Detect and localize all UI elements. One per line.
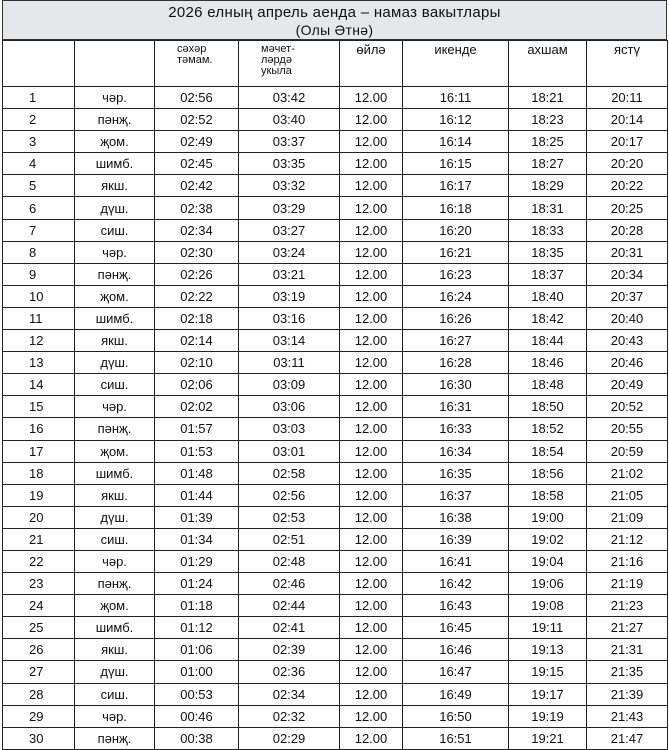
cell-asr: 16:21 (403, 241, 509, 263)
cell-isha: 20:14 (587, 109, 668, 131)
cell-weekday: чәр. (75, 241, 155, 263)
cell-mosque-fajr: 03:24 (239, 241, 340, 263)
cell-dhuhr: 12.00 (340, 661, 403, 683)
table-row (3, 352, 668, 374)
cell-isha: 21:09 (587, 506, 668, 528)
prayer-times-table (2, 40, 668, 750)
cell-suhoor-end: 02:49 (155, 131, 239, 153)
cell-dhuhr: 12.00 (340, 330, 403, 352)
cell-dhuhr: 12.00 (340, 241, 403, 263)
table-row (3, 484, 668, 506)
table-row (3, 197, 668, 219)
header-day-number (3, 41, 75, 87)
cell-suhoor-end: 02:22 (155, 285, 239, 307)
cell-isha: 21:02 (587, 462, 668, 484)
cell-suhoor-end: 02:52 (155, 109, 239, 131)
cell-isha: 20:20 (587, 153, 668, 175)
header-asr: икенде (403, 41, 509, 87)
table-row (3, 396, 668, 418)
table-row (3, 573, 668, 595)
cell-day-number: 15 (3, 396, 75, 418)
title-banner (2, 0, 667, 40)
cell-isha: 20:17 (587, 131, 668, 153)
cell-mosque-fajr: 03:03 (239, 418, 340, 440)
cell-dhuhr: 12.00 (340, 87, 403, 109)
cell-asr: 16:11 (403, 87, 509, 109)
cell-suhoor-end: 02:45 (155, 153, 239, 175)
cell-maghrib: 18:25 (509, 131, 587, 153)
cell-maghrib: 18:48 (509, 374, 587, 396)
cell-weekday: чәр. (75, 87, 155, 109)
cell-maghrib: 19:19 (509, 705, 587, 727)
cell-weekday: сиш. (75, 683, 155, 705)
cell-isha: 20:43 (587, 330, 668, 352)
cell-dhuhr: 12.00 (340, 705, 403, 727)
cell-isha: 20:55 (587, 418, 668, 440)
table-row (3, 87, 668, 109)
cell-dhuhr: 12.00 (340, 462, 403, 484)
cell-mosque-fajr: 02:34 (239, 683, 340, 705)
cell-mosque-fajr: 02:58 (239, 462, 340, 484)
cell-asr: 16:39 (403, 528, 509, 550)
cell-weekday: җом. (75, 131, 155, 153)
cell-day-number: 20 (3, 506, 75, 528)
table-row (3, 661, 668, 683)
cell-isha: 21:16 (587, 550, 668, 572)
cell-mosque-fajr: 03:40 (239, 109, 340, 131)
cell-dhuhr: 12.00 (340, 484, 403, 506)
cell-weekday: пәнҗ. (75, 573, 155, 595)
table-row (3, 727, 668, 749)
cell-dhuhr: 12.00 (340, 506, 403, 528)
cell-weekday: пәнҗ. (75, 418, 155, 440)
cell-suhoor-end: 01:48 (155, 462, 239, 484)
cell-isha: 21:05 (587, 484, 668, 506)
cell-isha: 21:47 (587, 727, 668, 749)
cell-dhuhr: 12.00 (340, 639, 403, 661)
cell-mosque-fajr: 02:29 (239, 727, 340, 749)
cell-isha: 21:35 (587, 661, 668, 683)
cell-weekday: дүш. (75, 506, 155, 528)
cell-suhoor-end: 02:06 (155, 374, 239, 396)
table-row (3, 440, 668, 462)
cell-mosque-fajr: 03:32 (239, 175, 340, 197)
cell-suhoor-end: 02:42 (155, 175, 239, 197)
cell-maghrib: 19:15 (509, 661, 587, 683)
cell-suhoor-end: 01:44 (155, 484, 239, 506)
header-suhoor-end: сәхәр тәмам. (155, 41, 239, 87)
cell-asr: 16:33 (403, 418, 509, 440)
cell-day-number: 19 (3, 484, 75, 506)
cell-asr: 16:17 (403, 175, 509, 197)
cell-weekday: шимб. (75, 617, 155, 639)
table-row (3, 307, 668, 329)
cell-suhoor-end: 01:39 (155, 506, 239, 528)
cell-mosque-fajr: 03:21 (239, 263, 340, 285)
cell-suhoor-end: 01:29 (155, 550, 239, 572)
cell-weekday: пәнҗ. (75, 109, 155, 131)
table-row (3, 528, 668, 550)
cell-mosque-fajr: 03:01 (239, 440, 340, 462)
table-row (3, 285, 668, 307)
cell-isha: 21:31 (587, 639, 668, 661)
cell-weekday: җом. (75, 440, 155, 462)
cell-weekday: җом. (75, 285, 155, 307)
cell-asr: 16:51 (403, 727, 509, 749)
cell-weekday: якш. (75, 175, 155, 197)
cell-mosque-fajr: 02:39 (239, 639, 340, 661)
table-row (3, 153, 668, 175)
cell-maghrib: 19:11 (509, 617, 587, 639)
table-row (3, 109, 668, 131)
table-body (3, 87, 668, 750)
cell-suhoor-end: 01:00 (155, 661, 239, 683)
cell-day-number: 11 (3, 307, 75, 329)
prayer-times-sheet (2, 0, 667, 750)
table-row (3, 131, 668, 153)
cell-dhuhr: 12.00 (340, 285, 403, 307)
table-row (3, 506, 668, 528)
cell-day-number: 12 (3, 330, 75, 352)
cell-dhuhr: 12.00 (340, 573, 403, 595)
cell-suhoor-end: 02:26 (155, 263, 239, 285)
table-row (3, 705, 668, 727)
table-row (3, 175, 668, 197)
cell-mosque-fajr: 03:42 (239, 87, 340, 109)
cell-dhuhr: 12.00 (340, 396, 403, 418)
cell-suhoor-end: 01:12 (155, 617, 239, 639)
cell-maghrib: 19:06 (509, 573, 587, 595)
cell-suhoor-end: 01:06 (155, 639, 239, 661)
cell-mosque-fajr: 03:06 (239, 396, 340, 418)
cell-day-number: 2 (3, 109, 75, 131)
cell-isha: 20:22 (587, 175, 668, 197)
cell-day-number: 3 (3, 131, 75, 153)
cell-suhoor-end: 01:18 (155, 595, 239, 617)
cell-suhoor-end: 02:34 (155, 219, 239, 241)
cell-maghrib: 18:40 (509, 285, 587, 307)
cell-dhuhr: 12.00 (340, 374, 403, 396)
cell-day-number: 13 (3, 352, 75, 374)
cell-day-number: 27 (3, 661, 75, 683)
table-row (3, 219, 668, 241)
cell-dhuhr: 12.00 (340, 595, 403, 617)
cell-asr: 16:27 (403, 330, 509, 352)
cell-maghrib: 18:42 (509, 307, 587, 329)
cell-mosque-fajr: 03:19 (239, 285, 340, 307)
header-maghrib: ахшам (509, 41, 587, 87)
cell-asr: 16:18 (403, 197, 509, 219)
cell-dhuhr: 12.00 (340, 263, 403, 285)
cell-day-number: 18 (3, 462, 75, 484)
cell-mosque-fajr: 03:11 (239, 352, 340, 374)
cell-asr: 16:47 (403, 661, 509, 683)
cell-dhuhr: 12.00 (340, 219, 403, 241)
cell-weekday: сиш. (75, 374, 155, 396)
cell-maghrib: 19:17 (509, 683, 587, 705)
cell-day-number: 7 (3, 219, 75, 241)
cell-isha: 21:12 (587, 528, 668, 550)
cell-day-number: 21 (3, 528, 75, 550)
cell-isha: 21:23 (587, 595, 668, 617)
cell-weekday: чәр. (75, 550, 155, 572)
table-row (3, 330, 668, 352)
cell-asr: 16:42 (403, 573, 509, 595)
cell-weekday: якш. (75, 330, 155, 352)
cell-asr: 16:30 (403, 374, 509, 396)
cell-day-number: 23 (3, 573, 75, 595)
table-row (3, 418, 668, 440)
cell-mosque-fajr: 02:51 (239, 528, 340, 550)
cell-dhuhr: 12.00 (340, 418, 403, 440)
cell-maghrib: 18:44 (509, 330, 587, 352)
table-row (3, 595, 668, 617)
cell-weekday: дүш. (75, 352, 155, 374)
cell-asr: 16:26 (403, 307, 509, 329)
cell-mosque-fajr: 03:27 (239, 219, 340, 241)
cell-day-number: 1 (3, 87, 75, 109)
cell-maghrib: 18:37 (509, 263, 587, 285)
cell-day-number: 8 (3, 241, 75, 263)
cell-dhuhr: 12.00 (340, 727, 403, 749)
cell-weekday: дүш. (75, 661, 155, 683)
cell-dhuhr: 12.00 (340, 617, 403, 639)
cell-asr: 16:49 (403, 683, 509, 705)
cell-weekday: сиш. (75, 528, 155, 550)
cell-weekday: пәнҗ. (75, 727, 155, 749)
cell-weekday: җом. (75, 595, 155, 617)
cell-dhuhr: 12.00 (340, 683, 403, 705)
cell-weekday: сиш. (75, 219, 155, 241)
cell-suhoor-end: 01:53 (155, 440, 239, 462)
cell-suhoor-end: 01:34 (155, 528, 239, 550)
cell-suhoor-end: 01:24 (155, 573, 239, 595)
cell-weekday: чәр. (75, 705, 155, 727)
cell-isha: 20:49 (587, 374, 668, 396)
header-mosque-fajr: мәчет-ләрдә укыла (239, 41, 340, 87)
cell-suhoor-end: 00:38 (155, 727, 239, 749)
cell-suhoor-end: 02:56 (155, 87, 239, 109)
cell-day-number: 28 (3, 683, 75, 705)
table-row (3, 374, 668, 396)
cell-dhuhr: 12.00 (340, 131, 403, 153)
cell-maghrib: 18:54 (509, 440, 587, 462)
cell-isha: 20:11 (587, 87, 668, 109)
cell-mosque-fajr: 02:41 (239, 617, 340, 639)
cell-maghrib: 18:29 (509, 175, 587, 197)
cell-dhuhr: 12.00 (340, 175, 403, 197)
cell-mosque-fajr: 02:48 (239, 550, 340, 572)
cell-weekday: якш. (75, 639, 155, 661)
header-isha: ястү (587, 41, 668, 87)
cell-isha: 20:25 (587, 197, 668, 219)
cell-mosque-fajr: 03:37 (239, 131, 340, 153)
page-title: 2026 елның апрель аенда – намаз вакытлары (168, 4, 501, 21)
cell-asr: 16:37 (403, 484, 509, 506)
cell-isha: 20:52 (587, 396, 668, 418)
cell-weekday: дүш. (75, 197, 155, 219)
cell-asr: 16:31 (403, 396, 509, 418)
cell-dhuhr: 12.00 (340, 109, 403, 131)
cell-maghrib: 19:00 (509, 506, 587, 528)
cell-day-number: 17 (3, 440, 75, 462)
cell-day-number: 6 (3, 197, 75, 219)
cell-day-number: 5 (3, 175, 75, 197)
cell-asr: 16:15 (403, 153, 509, 175)
cell-asr: 16:23 (403, 263, 509, 285)
table-row (3, 263, 668, 285)
table-header-row (3, 41, 668, 87)
cell-day-number: 26 (3, 639, 75, 661)
cell-suhoor-end: 02:38 (155, 197, 239, 219)
cell-maghrib: 18:50 (509, 396, 587, 418)
cell-dhuhr: 12.00 (340, 197, 403, 219)
table-row (3, 462, 668, 484)
cell-day-number: 4 (3, 153, 75, 175)
cell-dhuhr: 12.00 (340, 352, 403, 374)
cell-isha: 21:39 (587, 683, 668, 705)
cell-mosque-fajr: 02:53 (239, 506, 340, 528)
cell-day-number: 29 (3, 705, 75, 727)
cell-asr: 16:12 (403, 109, 509, 131)
cell-suhoor-end: 02:02 (155, 396, 239, 418)
cell-maghrib: 19:04 (509, 550, 587, 572)
table-row (3, 617, 668, 639)
cell-asr: 16:14 (403, 131, 509, 153)
cell-isha: 20:34 (587, 263, 668, 285)
cell-day-number: 24 (3, 595, 75, 617)
table-row (3, 683, 668, 705)
cell-day-number: 25 (3, 617, 75, 639)
table-row (3, 550, 668, 572)
cell-weekday: шимб. (75, 153, 155, 175)
cell-asr: 16:34 (403, 440, 509, 462)
cell-mosque-fajr: 03:29 (239, 197, 340, 219)
cell-isha: 20:37 (587, 285, 668, 307)
cell-maghrib: 18:35 (509, 241, 587, 263)
cell-day-number: 10 (3, 285, 75, 307)
cell-maghrib: 18:23 (509, 109, 587, 131)
cell-maghrib: 18:58 (509, 484, 587, 506)
cell-asr: 16:50 (403, 705, 509, 727)
table-row (3, 639, 668, 661)
cell-mosque-fajr: 02:44 (239, 595, 340, 617)
cell-asr: 16:46 (403, 639, 509, 661)
cell-suhoor-end: 00:46 (155, 705, 239, 727)
cell-suhoor-end: 02:14 (155, 330, 239, 352)
cell-isha: 20:46 (587, 352, 668, 374)
cell-weekday: шимб. (75, 462, 155, 484)
cell-maghrib: 18:31 (509, 197, 587, 219)
cell-maghrib: 18:56 (509, 462, 587, 484)
cell-mosque-fajr: 03:35 (239, 153, 340, 175)
cell-maghrib: 19:02 (509, 528, 587, 550)
cell-asr: 16:43 (403, 595, 509, 617)
cell-mosque-fajr: 03:16 (239, 307, 340, 329)
cell-day-number: 9 (3, 263, 75, 285)
cell-weekday: якш. (75, 484, 155, 506)
cell-mosque-fajr: 02:56 (239, 484, 340, 506)
cell-maghrib: 19:08 (509, 595, 587, 617)
cell-suhoor-end: 00:53 (155, 683, 239, 705)
cell-weekday: чәр. (75, 396, 155, 418)
cell-isha: 21:43 (587, 705, 668, 727)
cell-day-number: 16 (3, 418, 75, 440)
cell-mosque-fajr: 02:32 (239, 705, 340, 727)
cell-maghrib: 18:27 (509, 153, 587, 175)
cell-suhoor-end: 01:57 (155, 418, 239, 440)
cell-day-number: 22 (3, 550, 75, 572)
cell-dhuhr: 12.00 (340, 307, 403, 329)
cell-asr: 16:24 (403, 285, 509, 307)
cell-isha: 20:59 (587, 440, 668, 462)
cell-day-number: 14 (3, 374, 75, 396)
cell-asr: 16:20 (403, 219, 509, 241)
cell-asr: 16:38 (403, 506, 509, 528)
cell-maghrib: 18:33 (509, 219, 587, 241)
cell-mosque-fajr: 03:09 (239, 374, 340, 396)
cell-mosque-fajr: 02:46 (239, 573, 340, 595)
cell-isha: 20:31 (587, 241, 668, 263)
cell-weekday: шимб. (75, 307, 155, 329)
cell-suhoor-end: 02:18 (155, 307, 239, 329)
cell-dhuhr: 12.00 (340, 528, 403, 550)
cell-dhuhr: 12.00 (340, 550, 403, 572)
cell-suhoor-end: 02:10 (155, 352, 239, 374)
cell-maghrib: 18:21 (509, 87, 587, 109)
cell-suhoor-end: 02:30 (155, 241, 239, 263)
cell-day-number: 30 (3, 727, 75, 749)
table-row (3, 241, 668, 263)
cell-asr: 16:45 (403, 617, 509, 639)
header-dhuhr: өйлә (340, 41, 403, 87)
cell-maghrib: 18:52 (509, 418, 587, 440)
cell-isha: 21:19 (587, 573, 668, 595)
cell-asr: 16:41 (403, 550, 509, 572)
cell-dhuhr: 12.00 (340, 153, 403, 175)
location-subtitle: (Олы Әтнә) (295, 22, 374, 38)
cell-mosque-fajr: 03:14 (239, 330, 340, 352)
header-weekday (75, 41, 155, 87)
cell-maghrib: 19:13 (509, 639, 587, 661)
cell-weekday: пәнҗ. (75, 263, 155, 285)
cell-isha: 21:27 (587, 617, 668, 639)
cell-maghrib: 19:21 (509, 727, 587, 749)
cell-asr: 16:28 (403, 352, 509, 374)
cell-isha: 20:40 (587, 307, 668, 329)
cell-maghrib: 18:46 (509, 352, 587, 374)
cell-asr: 16:35 (403, 462, 509, 484)
cell-dhuhr: 12.00 (340, 440, 403, 462)
cell-isha: 20:28 (587, 219, 668, 241)
cell-mosque-fajr: 02:36 (239, 661, 340, 683)
